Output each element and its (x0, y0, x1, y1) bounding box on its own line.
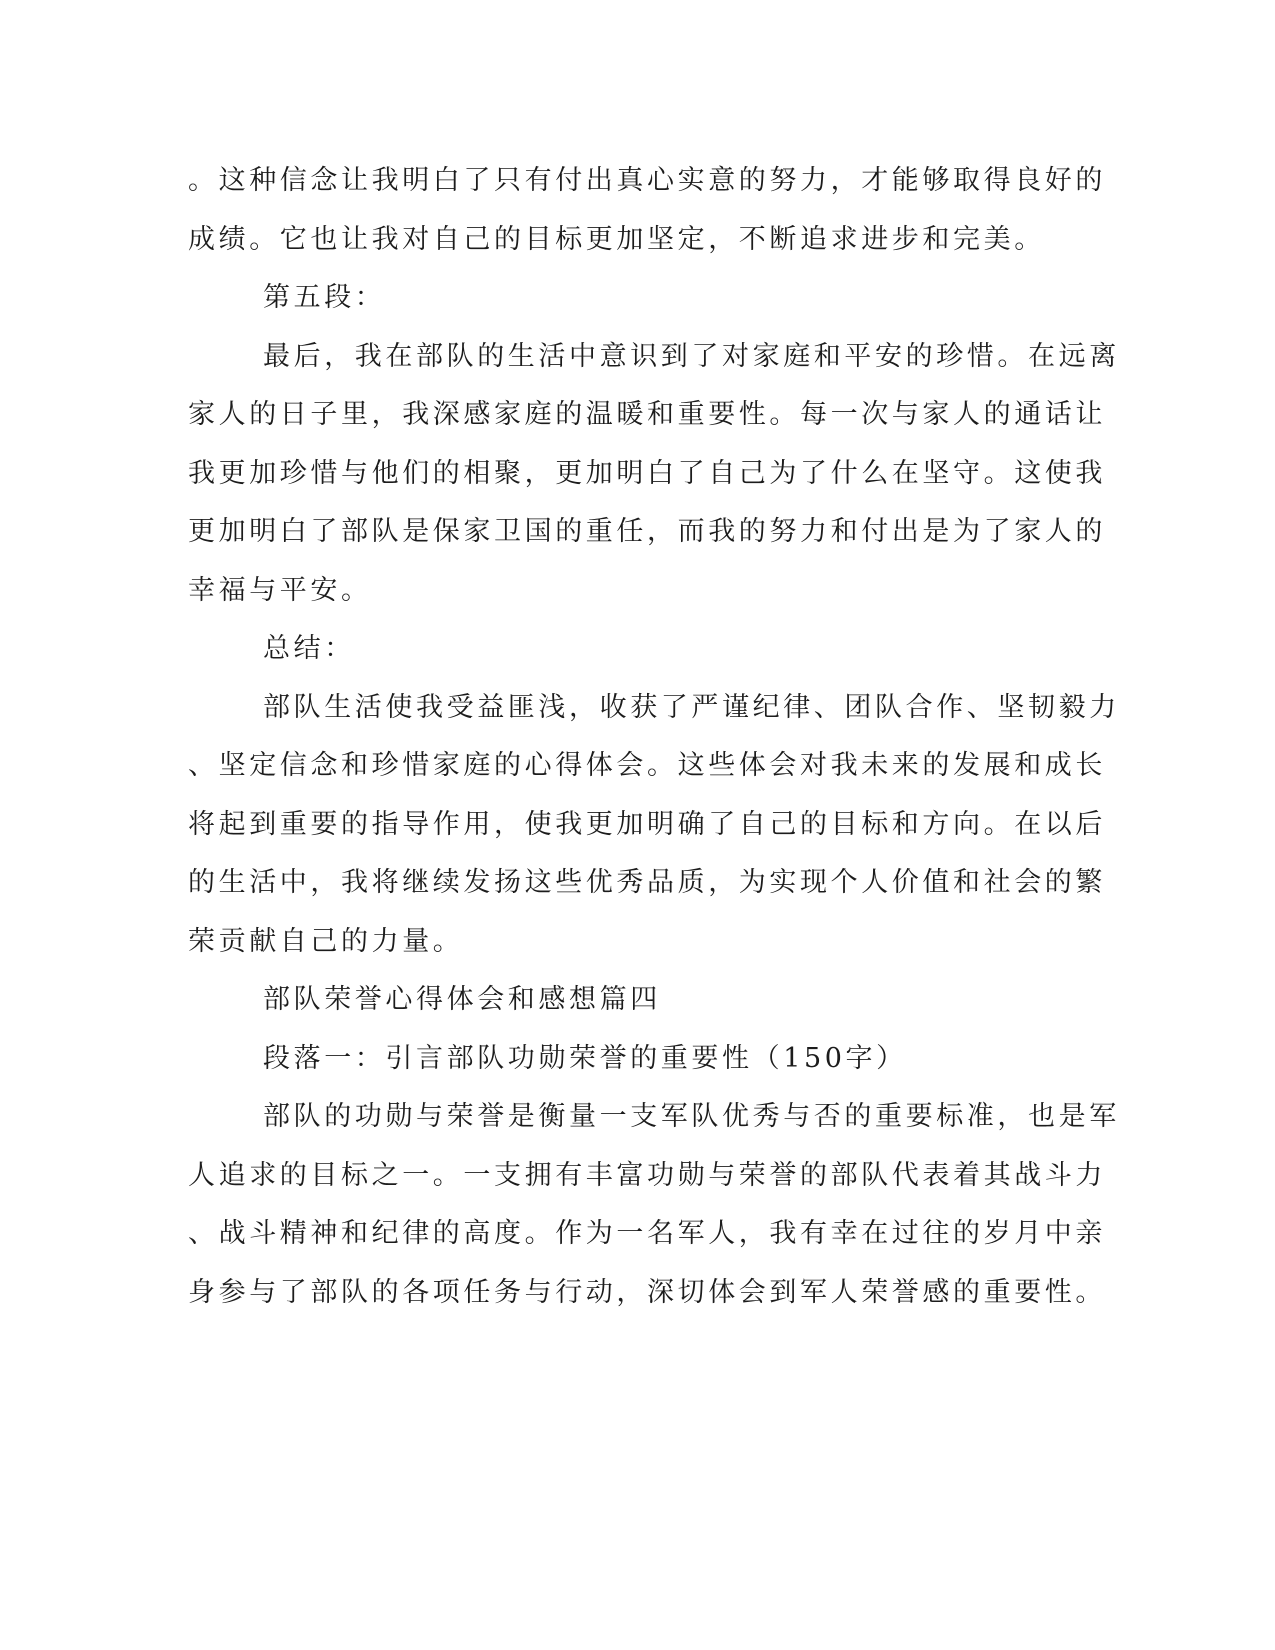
text-line: 荣贡献自己的力量。 (188, 926, 464, 957)
text-line: 最后，我在部队的生活中意识到了对家庭和平安的珍惜。在远离 (263, 341, 1120, 372)
paragraph-heading-one: 段落一：引言部队功勋荣誉的重要性（150字） (263, 1043, 907, 1074)
text-line: 幸福与平安。 (188, 575, 372, 606)
text-line: 人追求的目标之一。一支拥有丰富功勋与荣誉的部队代表着其战斗力 (188, 1160, 1106, 1191)
text-line: 。这种信念让我明白了只有付出真心实意的努力，才能够取得良好的 (188, 165, 1106, 196)
section-heading-summary: 总结： (263, 633, 355, 664)
section-heading-five: 第五段： (263, 282, 386, 313)
text-line: 我更加珍惜与他们的相聚，更加明白了自己为了什么在坚守。这使我 (188, 458, 1106, 489)
text-line: 家人的日子里，我深感家庭的温暖和重要性。每一次与家人的通话让 (188, 399, 1106, 430)
text-line: 将起到重要的指导作用，使我更加明确了自己的目标和方向。在以后 (188, 809, 1106, 840)
text-line: 部队生活使我受益匪浅，收获了严谨纪律、团队合作、坚韧毅力 (263, 692, 1120, 723)
article-title: 部队荣誉心得体会和感想篇四 (263, 984, 661, 1015)
text-line: 、战斗精神和纪律的高度。作为一名军人，我有幸在过往的岁月中亲 (188, 1218, 1106, 1249)
text-line: 更加明白了部队是保家卫国的重任，而我的努力和付出是为了家人的 (188, 516, 1106, 547)
text-line: 成绩。它也让我对自己的目标更加坚定，不断追求进步和完美。 (188, 224, 1045, 255)
text-line: 部队的功勋与荣誉是衡量一支军队优秀与否的重要标准，也是军 (263, 1101, 1120, 1132)
text-line: 的生活中，我将继续发扬这些优秀品质，为实现个人价值和社会的繁 (188, 867, 1106, 898)
text-line: 身参与了部队的各项任务与行动，深切体会到军人荣誉感的重要性。 (188, 1277, 1106, 1308)
text-line: 、坚定信念和珍惜家庭的心得体会。这些体会对我未来的发展和成长 (188, 750, 1106, 781)
